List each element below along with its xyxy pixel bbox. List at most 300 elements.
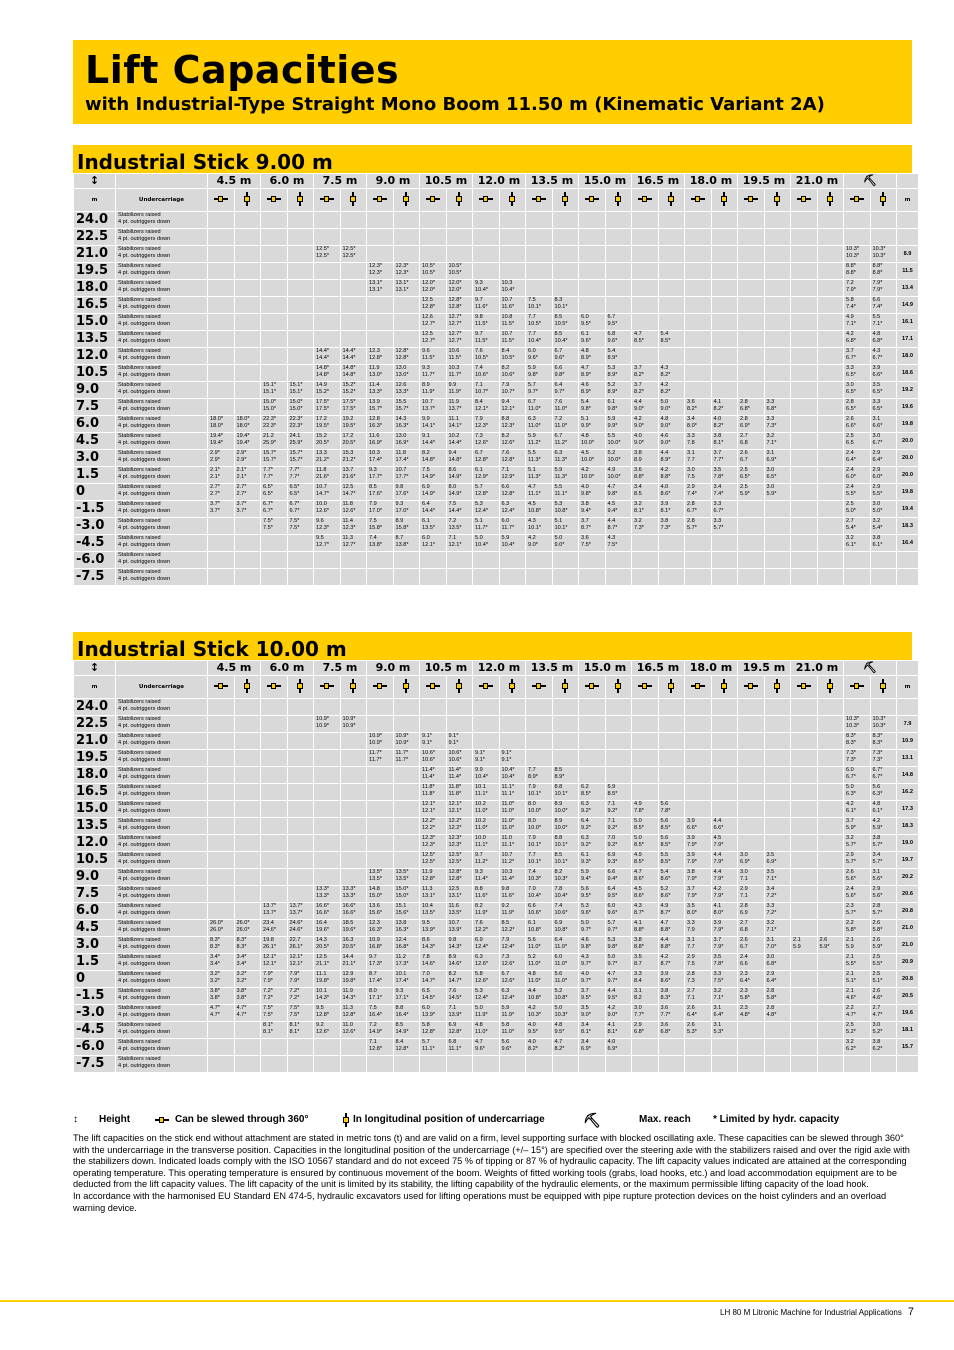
cap-long-b: 6.6* xyxy=(713,824,724,831)
max-reach-icon: ⛏ xyxy=(844,174,897,189)
radius-11: 21.0 m xyxy=(791,661,844,676)
cap-long-b: 11.0* xyxy=(554,943,568,950)
longitudinal-icon-glyph xyxy=(668,679,674,693)
cap-long-a: 3.2 xyxy=(766,433,775,439)
cap-long xyxy=(340,971,367,988)
cap-empty xyxy=(764,801,791,818)
cap-long xyxy=(552,416,579,433)
cap-slew-a: 2.8 xyxy=(740,399,748,405)
cap-empty xyxy=(287,750,314,767)
cap-long-a: 3.0 xyxy=(766,484,775,490)
cap-long xyxy=(711,467,738,484)
cap-empty xyxy=(261,535,288,552)
cap-empty xyxy=(579,246,606,263)
cap-long-a: 13.7* xyxy=(289,903,303,909)
cap-long xyxy=(658,365,685,382)
max-reach-value: 17.3 xyxy=(897,801,919,818)
cap-long-b: 11.6* xyxy=(501,892,515,899)
cap-long xyxy=(499,484,526,501)
page-number: 7 xyxy=(907,1306,914,1318)
cap-empty xyxy=(685,750,712,767)
cap-slew-a: 4.0 xyxy=(528,1039,536,1045)
cap-slew-b: 11.8* xyxy=(422,790,435,797)
cap-slew-a: 11.4* xyxy=(422,767,435,773)
cap-long-b: 17.7* xyxy=(395,473,409,480)
cap-slew xyxy=(314,1022,341,1039)
cap-long xyxy=(393,988,420,1005)
cap-empty xyxy=(791,280,818,297)
max-slew xyxy=(844,314,871,331)
row-height: 3.0 xyxy=(74,937,116,954)
cap-long-a: 6.7 xyxy=(554,348,563,354)
cap-slew-b: 6.8 xyxy=(740,926,748,933)
max-long-a: 3.3 xyxy=(872,399,881,405)
cap-slew-a: 4.2 xyxy=(528,1005,536,1011)
cap-long-a: 6.6 xyxy=(607,869,616,875)
cap-slew-a: 12.3 xyxy=(369,920,380,926)
cap-long xyxy=(340,886,367,903)
cap-long-b: 15.2* xyxy=(342,388,356,395)
longitudinal-icon xyxy=(711,676,738,699)
cap-long-b: 14.5* xyxy=(448,994,462,1001)
cap-empty xyxy=(738,501,765,518)
max-long-b: 6.7* xyxy=(872,773,883,780)
stab-line1: Stabilizers raised xyxy=(118,920,161,926)
max-slew-b: 6.4* xyxy=(846,456,856,463)
stab-line1: Stabilizers raised xyxy=(118,937,161,943)
cap-long-a: 12.5 xyxy=(448,886,460,892)
max-slew xyxy=(844,518,871,535)
cap-slew xyxy=(367,348,394,365)
cap-slew-b: 9.6* xyxy=(581,909,591,916)
blank-cell xyxy=(897,174,919,189)
cap-slew xyxy=(579,518,606,535)
cap-empty xyxy=(261,818,288,835)
max-long-b: 5.9* xyxy=(872,943,883,950)
longitudinal-icon xyxy=(870,676,897,699)
cap-slew xyxy=(420,263,447,280)
row-height: -3.0 xyxy=(74,518,116,535)
cap-slew-a: 13.9 xyxy=(369,399,380,405)
cap-empty xyxy=(711,297,738,314)
cap-long-a: 6.8 xyxy=(607,331,616,337)
cap-slew-b: 8.2* xyxy=(634,388,644,395)
cap-empty xyxy=(738,280,765,297)
cap-long xyxy=(658,1005,685,1022)
cap-long-a: 4.6 xyxy=(660,433,669,439)
cap-empty xyxy=(791,835,818,852)
table-row xyxy=(74,937,919,954)
cap-slew-a: 8.0 xyxy=(369,988,377,994)
cap-slew-b: 10.8* xyxy=(528,507,542,514)
stab-line2: 4 pt. outriggers down xyxy=(118,841,171,848)
cap-long-a: 11.3 xyxy=(342,535,353,541)
cap-slew-b: 9.0* xyxy=(634,439,644,446)
cap-long-b: 10.4* xyxy=(501,541,515,548)
slew-icon-glyph xyxy=(532,196,546,202)
cap-long-b: 12.0* xyxy=(448,286,462,293)
cap-slew xyxy=(261,399,288,416)
cap-long-a: 4.7 xyxy=(660,920,669,926)
cap-empty xyxy=(526,1056,553,1073)
cap-long-b: 12.2* xyxy=(448,824,462,831)
max-slew-b: 5.2* xyxy=(846,1028,856,1035)
cap-slew-b: 8.9 xyxy=(634,456,642,463)
cap-slew xyxy=(420,1022,447,1039)
cap-long-b: 7.8* xyxy=(713,960,724,967)
radius-4: 10.5 m xyxy=(420,174,473,189)
cap-slew xyxy=(579,314,606,331)
max-slew-a: 2.4 xyxy=(846,886,854,892)
max-long-a: 5.5 xyxy=(872,314,881,320)
cap-empty xyxy=(499,1056,526,1073)
stab-line2: 4 pt. outriggers down xyxy=(118,705,171,712)
cap-slew-b: 12.1* xyxy=(422,541,436,548)
cap-long-a: 5.0 xyxy=(660,399,669,405)
row-height: 12.0 xyxy=(74,348,116,365)
cap-slew xyxy=(579,971,606,988)
cap-slew-b: 7.7 xyxy=(687,943,695,950)
cap-long-a: 15.7* xyxy=(289,450,303,456)
cap-slew-a: 14.4* xyxy=(316,348,330,354)
cap-long xyxy=(287,484,314,501)
cap-slew-a: 7.5* xyxy=(263,518,273,524)
max-slew xyxy=(844,852,871,869)
cap-slew xyxy=(261,518,288,535)
cap-slew-b: 10.3* xyxy=(528,1011,542,1018)
cap-long-a: 10.3 xyxy=(501,869,513,875)
cap-slew-b: 13.9* xyxy=(422,926,436,933)
cap-long xyxy=(605,518,632,535)
cap-slew-b: 17.7* xyxy=(369,473,383,480)
longitudinal-icon-glyph xyxy=(244,679,250,693)
cap-slew-b: 9.9* xyxy=(581,422,591,429)
cap-long-a: 6.6 xyxy=(501,484,510,490)
max-slew-b: 5.5* xyxy=(846,490,856,497)
cap-empty xyxy=(287,852,314,869)
cap-slew xyxy=(738,869,765,886)
cap-slew xyxy=(579,937,606,954)
cap-long-b: 11.5* xyxy=(501,320,515,327)
cap-empty xyxy=(817,1022,844,1039)
cap-empty xyxy=(632,229,659,246)
cap-slew xyxy=(314,535,341,552)
cap-long-a: 10.7 xyxy=(501,297,513,303)
cap-long-b: 17.0* xyxy=(395,507,409,514)
cap-slew xyxy=(420,331,447,348)
cap-long-b: 6.9* xyxy=(607,1045,618,1052)
cap-slew-a: 5.8 xyxy=(422,1022,430,1028)
max-empty xyxy=(870,229,897,246)
max-slew-b: 6.0* xyxy=(846,473,856,480)
max-long-b: 8.8* xyxy=(872,269,883,276)
cap-empty xyxy=(791,535,818,552)
cap-slew-a: 9.7 xyxy=(475,852,483,858)
max-empty xyxy=(870,552,897,569)
cap-long xyxy=(340,716,367,733)
cap-long-b: 6.8* xyxy=(660,1028,671,1035)
cap-empty xyxy=(685,314,712,331)
stab-line1: Stabilizers raised xyxy=(118,569,161,575)
cap-long xyxy=(446,801,473,818)
cap-long-a: 14.4* xyxy=(342,348,356,354)
cap-empty xyxy=(261,348,288,365)
cap-slew xyxy=(208,937,235,954)
stab-line2: 4 pt. outriggers down xyxy=(118,807,171,814)
cap-slew xyxy=(367,535,394,552)
cap-slew-b: 8.0* xyxy=(687,422,697,429)
cap-slew xyxy=(314,518,341,535)
cap-long-a: 7.1 xyxy=(501,467,510,473)
cap-long-a: 4.1 xyxy=(607,1022,616,1028)
cap-slew-a: 6.1 xyxy=(581,852,589,858)
cap-empty xyxy=(764,784,791,801)
row-undercarriage xyxy=(116,699,208,716)
cap-slew xyxy=(579,467,606,484)
cap-slew-b: 10.1* xyxy=(528,841,542,848)
cap-long-a: 19.4* xyxy=(236,433,250,439)
cap-long xyxy=(340,501,367,518)
cap-slew xyxy=(579,835,606,852)
cap-slew-a: 8.6 xyxy=(422,937,430,943)
cap-long xyxy=(658,484,685,501)
cap-long-b: 12.4* xyxy=(501,943,515,950)
cap-slew-a: 13.5* xyxy=(369,869,383,875)
slew-icon-glyph xyxy=(373,683,387,689)
stab-line2: 4 pt. outriggers down xyxy=(118,943,171,950)
cap-long-b: 10.5* xyxy=(501,354,515,361)
cap-long xyxy=(340,518,367,535)
cap-empty xyxy=(817,971,844,988)
row-height: -4.5 xyxy=(74,535,116,552)
cap-long-a: 8.2 xyxy=(448,971,457,977)
cap-long-b: 11.7* xyxy=(501,524,515,531)
cap-empty xyxy=(791,331,818,348)
max-long-a: 3.2 xyxy=(872,518,881,524)
cap-slew-b: 7.5 xyxy=(687,960,695,967)
cap-empty xyxy=(314,869,341,886)
cap-slew xyxy=(367,433,394,450)
cap-slew-a: 6.1 xyxy=(528,920,536,926)
cap-empty xyxy=(817,869,844,886)
max-long xyxy=(870,767,897,784)
cap-slew-b: 8.8* xyxy=(634,473,644,480)
max-slew-b: 5.1* xyxy=(846,977,856,984)
max-slew xyxy=(844,382,871,399)
cap-slew-a: 10.2 xyxy=(475,818,486,824)
cap-long xyxy=(499,852,526,869)
cap-long xyxy=(499,971,526,988)
cap-long xyxy=(499,1005,526,1022)
longitudinal-icon-glyph xyxy=(509,192,515,206)
cap-slew-a: 8.1* xyxy=(263,1022,273,1028)
cap-empty xyxy=(685,246,712,263)
max-long xyxy=(870,246,897,263)
max-slew-a: 2.1 xyxy=(846,954,854,960)
cap-slew-b: 8.2* xyxy=(634,371,644,378)
cap-empty xyxy=(817,852,844,869)
cap-empty xyxy=(499,699,526,716)
max-reach-value: 19.4 xyxy=(897,501,919,518)
cap-empty xyxy=(314,801,341,818)
max-reach-value: 21.0 xyxy=(897,920,919,937)
max-slew-a: 2.8 xyxy=(846,399,854,405)
radius-row xyxy=(74,174,919,189)
longitudinal-icon-glyph xyxy=(562,679,568,693)
max-reach-value: 20.0 xyxy=(897,450,919,467)
max-slew-b: 6.6* xyxy=(846,422,856,429)
cap-empty xyxy=(446,716,473,733)
cap-long-b: 7.7* xyxy=(289,473,300,480)
max-long-a: 5.6 xyxy=(872,784,881,790)
cap-long-b: 9.2* xyxy=(607,824,618,831)
cap-long-a: 5.3 xyxy=(554,501,563,507)
cap-long-b: 9.2* xyxy=(607,841,618,848)
cap-slew-a: 3.0 xyxy=(687,467,695,473)
cap-slew-a: 7.5 xyxy=(369,1005,377,1011)
cap-long-b: 8.2* xyxy=(713,405,724,412)
cap-slew-b: 18.0* xyxy=(210,422,224,429)
cap-empty xyxy=(738,535,765,552)
cap-long xyxy=(605,501,632,518)
cap-empty xyxy=(552,280,579,297)
max-slew xyxy=(844,467,871,484)
cap-long-a: 9.2 xyxy=(501,903,510,909)
cap-slew-a: 11.4 xyxy=(369,382,380,388)
cap-long xyxy=(552,450,579,467)
cap-empty xyxy=(738,263,765,280)
max-slew-a: 2.1 xyxy=(846,988,854,994)
radius-8: 16.5 m xyxy=(632,174,685,189)
cap-empty xyxy=(791,784,818,801)
cap-slew-b: 7.3* xyxy=(634,524,644,531)
cap-long-b: 10.5* xyxy=(554,320,568,327)
cap-long-b: 9.6* xyxy=(607,909,618,916)
cap-long xyxy=(287,988,314,1005)
cap-slew-a: 7.7 xyxy=(528,314,536,320)
cap-empty xyxy=(658,767,685,784)
cap-long-a: 8.2 xyxy=(501,365,510,371)
cap-empty xyxy=(817,467,844,484)
max-long-a: 3.5 xyxy=(872,382,881,388)
row-undercarriage xyxy=(116,552,208,569)
cap-long xyxy=(764,920,791,937)
row-height: 0 xyxy=(74,971,116,988)
cap-empty xyxy=(791,733,818,750)
cap-empty xyxy=(526,733,553,750)
cap-long-a: 6.9 xyxy=(607,784,616,790)
cap-long-a: 5.6 xyxy=(660,801,669,807)
longitudinal-icon-glyph xyxy=(297,192,303,206)
cap-long xyxy=(764,886,791,903)
cap-long-a: 5.7 xyxy=(607,920,616,926)
max-long-a: 4.8 xyxy=(872,331,881,337)
cap-slew-b: 9.2* xyxy=(581,841,591,848)
cap-slew-b: 8.4 xyxy=(634,977,642,984)
cap-long xyxy=(605,1005,632,1022)
cap-slew-a: 9.1* xyxy=(422,733,432,739)
cap-long-b: 11.0* xyxy=(554,405,568,412)
cap-slew xyxy=(526,835,553,852)
cap-long-a: 9.3 xyxy=(395,988,404,994)
cap-slew xyxy=(420,869,447,886)
cap-empty xyxy=(420,569,447,586)
cap-long-a: 10.1 xyxy=(395,971,407,977)
cap-slew-a: 5.3 xyxy=(475,501,483,507)
stab-line1: Stabilizers raised xyxy=(118,869,161,875)
max-slew xyxy=(844,869,871,886)
cap-slew-a: 8.2 xyxy=(422,450,430,456)
cap-slew-b: 7.5 xyxy=(687,473,695,480)
max-reach-value: 11.5 xyxy=(897,263,919,280)
cap-slew-b: 12.8* xyxy=(369,354,383,361)
cap-slew-b: 10.0* xyxy=(528,824,542,831)
cap-slew xyxy=(738,988,765,1005)
cap-empty xyxy=(208,280,235,297)
cap-long-a: 4.4 xyxy=(713,869,722,875)
max-empty xyxy=(870,212,897,229)
max-long xyxy=(870,314,897,331)
cap-long xyxy=(605,971,632,988)
max-slew-b: 5.5* xyxy=(846,960,856,967)
cap-long-a: 12.8* xyxy=(395,348,409,354)
cap-long xyxy=(446,467,473,484)
longitudinal-icon-glyph xyxy=(350,192,356,206)
cap-empty xyxy=(340,869,367,886)
cap-slew-a: 4.6 xyxy=(581,382,589,388)
stab-line1: Stabilizers raised xyxy=(118,1022,161,1028)
cap-empty xyxy=(261,297,288,314)
cap-long xyxy=(552,365,579,382)
cap-long xyxy=(605,484,632,501)
cap-long xyxy=(552,297,579,314)
cap-long xyxy=(446,484,473,501)
cap-long xyxy=(552,971,579,988)
max-slew xyxy=(844,331,871,348)
max-slew-b: 6.1* xyxy=(846,541,856,548)
row-height: 4.5 xyxy=(74,920,116,937)
cap-long-b: 20.5* xyxy=(342,943,356,950)
cap-slew-a: 18.0* xyxy=(210,416,224,422)
max-slew-a: 10.3* xyxy=(846,246,860,252)
cap-slew xyxy=(367,903,394,920)
cap-empty xyxy=(234,569,261,586)
max-slew xyxy=(844,246,871,263)
cap-long xyxy=(446,331,473,348)
cap-slew-b: 12.4* xyxy=(475,507,489,514)
cap-empty xyxy=(711,716,738,733)
cap-slew-a: 7.0 xyxy=(422,971,430,977)
cap-long-b: 11.9* xyxy=(448,388,462,395)
legend-slew: Can be slewed through 360° xyxy=(175,1114,309,1125)
cap-long-b: 9.8* xyxy=(554,371,565,378)
cap-long xyxy=(711,416,738,433)
row-undercarriage xyxy=(116,348,208,365)
cap-long-b: 17.4* xyxy=(395,456,409,463)
cap-long xyxy=(552,535,579,552)
cap-long xyxy=(340,382,367,399)
cap-long-b: 10.9* xyxy=(342,722,356,729)
max-long-a: 3.0 xyxy=(872,501,881,507)
cap-empty xyxy=(446,246,473,263)
cap-empty xyxy=(420,1056,447,1073)
cap-slew-a: 11.7* xyxy=(369,750,382,756)
cap-slew-b: 10.3* xyxy=(528,875,542,882)
table-row xyxy=(74,297,919,314)
cap-long-a: 4.4 xyxy=(713,852,722,858)
cap-long xyxy=(499,869,526,886)
cap-long-a: 6.7 xyxy=(554,433,563,439)
